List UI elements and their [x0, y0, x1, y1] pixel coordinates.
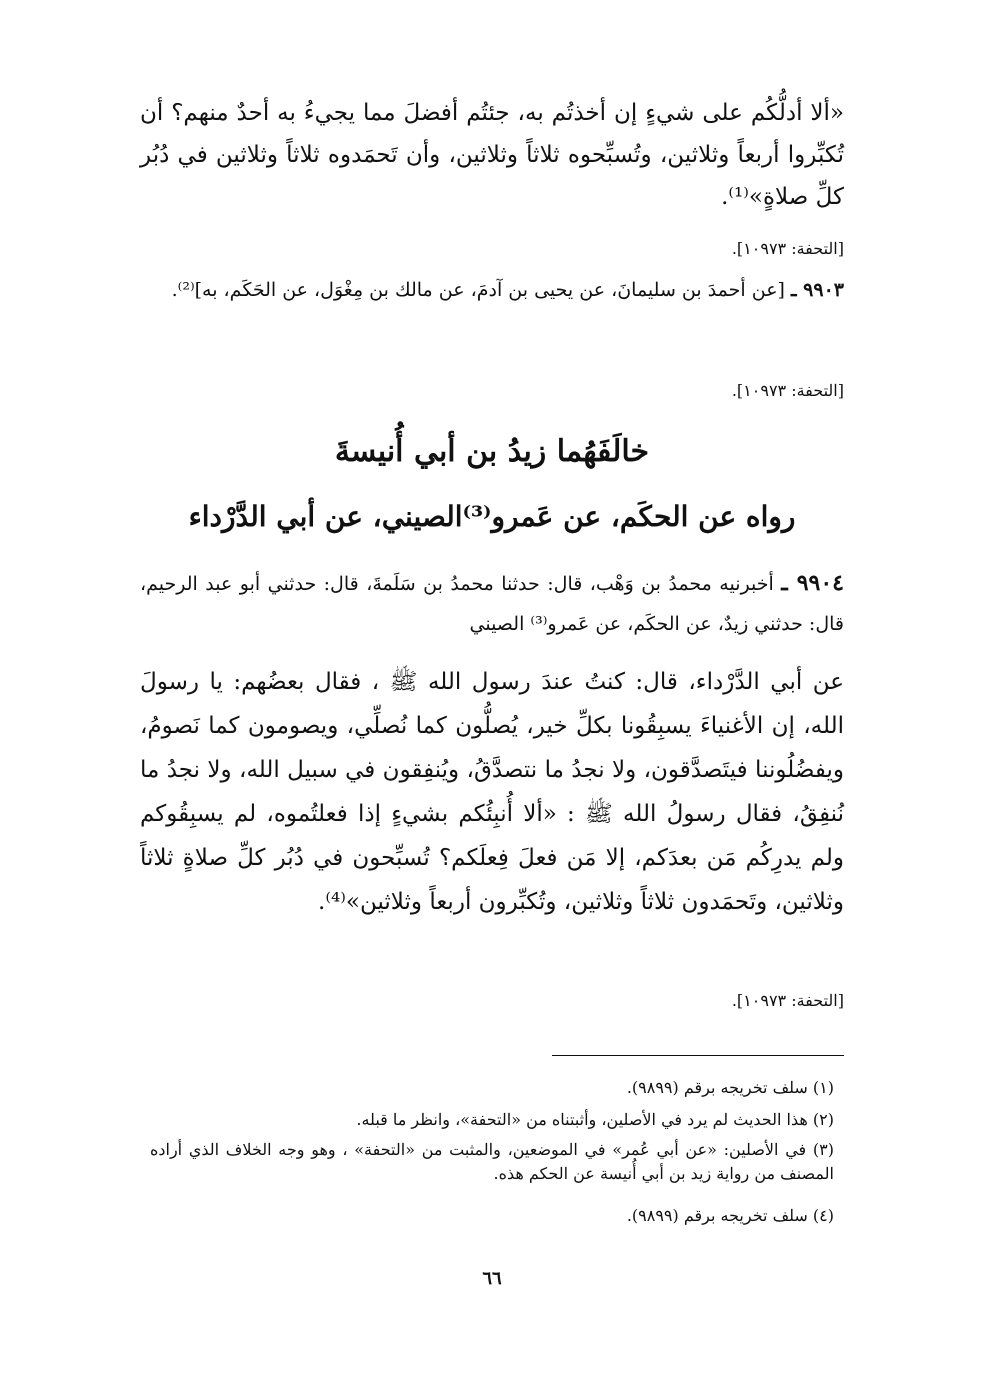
hadith-isnad: أخبرنيه محمدُ بن وَهْب، قال: حدثنا محمدُ بن سَلَمةَ، قال: حدثني أبو عبد الرحيم، قال: حدثني زيدٌ، عن الحكَم، عن عَمرو⁽³⁾ الصيني	[140, 573, 844, 635]
hadith-continuation-text: «ألا أدلُّكُم على شيءٍ إن أخذتُم به، جئتُم أفضلَ مما يجيءُ به أحدٌ منهم؟ أن تُكبِّروا أربعاً وثلاثين، وتُسبِّحوه ثلاثاً وثلاثين، وأن تَحمَدوه ثلاثاً وثلاثين في دُبُر كلِّ صلاةٍ»⁽¹⁾.	[140, 100, 844, 210]
footnote-3: (٣) في الأصلين: «عن أبي عُمر» في الموضعين، والمثبت من «التحفة» ، وهو وجه الخلاف الذي أراده المصنف من رواية زيد بن أبي أُنيسة عن الحكم هذه.	[150, 1140, 834, 1183]
footnote-4: (٤) سلف تخريجه برقم (٩٨٩٩).	[626, 1206, 834, 1225]
page-number: ٦٦	[482, 1268, 502, 1289]
hadith-number: ٩٩٠٣ ـ	[790, 279, 844, 301]
section-heading: خالَفَهُما زيدُ بن أبي أُنيسةَ	[334, 434, 650, 469]
hadith-text: [عن أحمدَ بن سليمانَ، عن يحيى بن آدمَ، عن مالك بن مِغْوَل، عن الحَكَم، به]⁽²⁾.	[171, 279, 791, 301]
tuhfa-reference: [التحفة: ١٠٩٧٣].	[731, 991, 844, 1010]
hadith-9904-isnad	[140, 563, 844, 644]
footnote-2: (٢) هذا الحديث لم يرد في الأصلين، وأثبتناه من «التحفة»، وانظر ما قبله.	[356, 1110, 834, 1129]
tuhfa-reference: [التحفة: ١٠٩٧٣].	[731, 239, 844, 258]
hadith-number: ٩٩٠٤ ـ	[781, 570, 844, 596]
tuhfa-reference: [التحفة: ١٠٩٧٣].	[731, 381, 844, 400]
hadith-9903	[140, 270, 844, 310]
hadith-9904-matn	[140, 660, 844, 924]
footnote-separator	[552, 1055, 844, 1056]
footnote-1: (١) سلف تخريجه برقم (٩٨٩٩).	[626, 1078, 834, 1097]
hadith-continuation	[140, 92, 844, 218]
hadith-matn: عن أبي الدَّرْداء، قال: كنتُ عندَ رسول الله ﷺ ، فقال بعضُهم: يا رسولَ الله، إن الأغنياءَ يسبِقُونا بكلِّ خير، يُصلُّون كما نُصلِّي، ويصومون كما نَصومُ، ويفضُلُوننا فيتَصدَّقون، ولا نجدُ ما نتصدَّقُ، ويُنفِقون في سبيل الله، ولا نجدُ ما نُنفِقُ، فقال رسولُ الله ﷺ : «ألا أُنبِئُكم بشيءٍ إذا فعلتُموه، لم يسبِقُوكم ولم يدرِكُم مَن بعدَكم، إلا مَن فعلَ فِعلَكم؟ تُسبِّحون في دُبُر كلِّ صلاةٍ ثلاثاً وثلاثين، وتَحمَدون ثلاثاً وثلاثين، وتُكبِّرون أربعاً وثلاثين»⁽⁴⁾.	[140, 669, 844, 915]
section-subheading: رواه عن الحكَم، عن عَمرو⁽³⁾الصيني، عن أبي الدَّرْداء	[188, 500, 796, 533]
